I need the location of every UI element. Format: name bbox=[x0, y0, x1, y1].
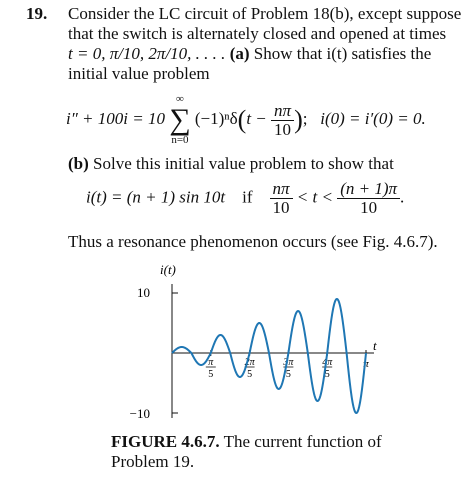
equation-a bbox=[66, 94, 426, 146]
part-b-text: Solve this initial value problem to show that bbox=[93, 154, 394, 173]
current-curve bbox=[172, 299, 366, 413]
problem-number: 19. bbox=[26, 4, 48, 23]
x-tick-label-numerator: 2π bbox=[244, 357, 255, 368]
equation-b bbox=[86, 180, 404, 217]
problem-line-2: that the switch is alternately closed and opened at times bbox=[68, 24, 447, 43]
current-function-graph bbox=[129, 262, 400, 432]
x-tick-label-numerator: 4π bbox=[322, 357, 333, 368]
eq-b-frac2-num: (n + 1)π bbox=[337, 180, 400, 199]
problem-line-4: initial value problem bbox=[68, 64, 210, 83]
x-axis-label: t bbox=[373, 338, 377, 353]
summation bbox=[169, 94, 190, 146]
x-tick-label-denominator: 5 bbox=[208, 369, 214, 380]
eq-b-fraction-1 bbox=[270, 180, 293, 217]
part-a-label: (a) bbox=[229, 44, 250, 63]
caption-label: FIGURE 4.6.7. bbox=[111, 432, 220, 451]
caption-line-2: Problem 19. bbox=[111, 452, 195, 471]
figure-caption bbox=[111, 432, 451, 472]
eq-a-frac-den: 10 bbox=[274, 119, 292, 139]
x-tick-label-denominator: 5 bbox=[324, 369, 330, 380]
resonance-text: Thus a resonance phenomenon occurs (see Fig. 4.6.7). bbox=[68, 232, 438, 251]
part-a-text: Show that i(t) satisfies the bbox=[253, 44, 432, 63]
sum-lower-limit: n=0 bbox=[171, 134, 189, 146]
eq-b-if: if bbox=[242, 187, 253, 207]
sigma-symbol: ∑ bbox=[169, 103, 191, 136]
eq-b-frac1-den: 10 bbox=[272, 198, 290, 217]
eq-a-frac-num: nπ bbox=[271, 102, 294, 121]
eq-a-fraction bbox=[271, 102, 294, 139]
part-b-line bbox=[68, 154, 394, 174]
eq-b-frac2-den: 10 bbox=[360, 198, 378, 217]
right-paren: ) bbox=[294, 105, 303, 134]
eq-a-term: (−1)ⁿδ bbox=[194, 108, 238, 128]
x-tick-label-end: π bbox=[363, 358, 369, 370]
eq-b-frac1-num: nπ bbox=[270, 180, 293, 199]
sum-upper-limit: ∞ bbox=[176, 93, 184, 105]
x-tick-label-denominator: 5 bbox=[247, 369, 253, 380]
caption-text: The current function of bbox=[223, 432, 382, 451]
x-tick-label-numerator: 3π bbox=[283, 357, 294, 368]
times-list: t = 0, π/10, 2π/10, . . . . bbox=[68, 44, 226, 63]
y-axis-label: i(t) bbox=[160, 262, 176, 277]
eq-a-arg: t − bbox=[246, 108, 267, 128]
problem-line-1: Consider the LC circuit of Problem 18(b), except suppose bbox=[68, 4, 462, 23]
problem-line-3 bbox=[68, 44, 431, 64]
eq-a-lhs: i″ + 100i = 10 bbox=[66, 108, 165, 128]
eq-b-lhs: i(t) = (n + 1) sin 10t bbox=[86, 187, 226, 207]
left-paren: ( bbox=[237, 105, 247, 134]
eq-b-period: . bbox=[400, 187, 405, 207]
part-b-label: (b) bbox=[68, 154, 89, 173]
x-tick-label-denominator: 5 bbox=[285, 369, 291, 380]
y-tick-top: 10 bbox=[137, 285, 150, 300]
eq-b-fraction-2 bbox=[337, 180, 400, 217]
eq-a-conditions: i(0) = i′(0) = 0. bbox=[320, 108, 426, 128]
y-tick-bottom: −10 bbox=[129, 406, 150, 421]
x-tick-label-numerator: π bbox=[208, 357, 214, 368]
eq-a-semicolon: ; bbox=[302, 108, 308, 128]
eq-b-middle: < t < bbox=[296, 187, 333, 207]
